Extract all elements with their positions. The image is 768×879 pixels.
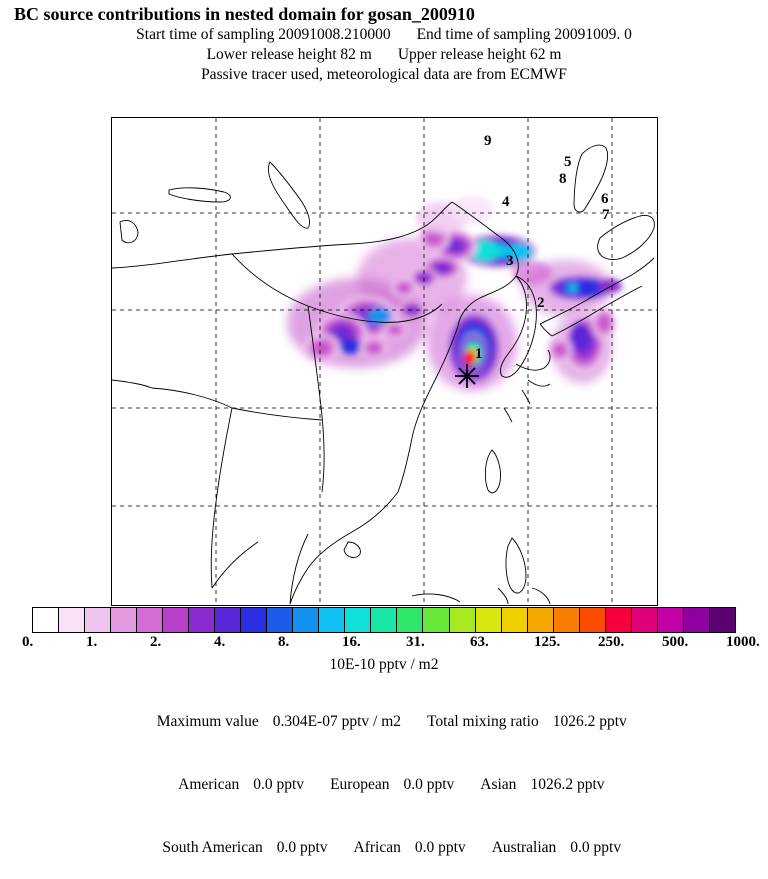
sampling-time-line xyxy=(0,25,768,45)
colorbar-tick-label: 8. xyxy=(278,634,290,650)
south-american-label: South American xyxy=(162,839,263,856)
colorbar-cell xyxy=(241,608,267,632)
map-marker-9: 9 xyxy=(484,133,492,149)
colorbar-cell xyxy=(632,608,658,632)
european-label: European xyxy=(330,776,390,793)
colorbar-ticks xyxy=(18,634,758,654)
colorbar-cell xyxy=(215,608,241,632)
colorbar-cell xyxy=(580,608,606,632)
max-value-value: 0.304E-07 pptv / m2 xyxy=(272,713,402,730)
colorbar-tick-label: 0. xyxy=(22,634,34,650)
end-time-text: End time of sampling 20091009. 0 xyxy=(416,26,632,43)
colorbar-tick-label: 4. xyxy=(214,634,226,650)
colorbar-tick-label: 2. xyxy=(150,634,162,650)
map-plot xyxy=(112,118,657,605)
map-marker-7: 7 xyxy=(602,207,610,223)
lower-release-height-text: Lower release height 82 m xyxy=(206,46,372,63)
colorbar-cell xyxy=(554,608,580,632)
colorbar-cell xyxy=(423,608,449,632)
colorbar-tick-label: 500. xyxy=(662,634,689,650)
colorbar-tick-label: 63. xyxy=(470,634,489,650)
colorbar-cell xyxy=(111,608,137,632)
colorbar-cell xyxy=(267,608,293,632)
map-marker-1: 1 xyxy=(475,346,483,362)
colorbar xyxy=(32,607,736,633)
colorbar-cell xyxy=(319,608,345,632)
colorbar-cell xyxy=(710,608,735,632)
colorbar-tick-label: 1000. xyxy=(726,634,760,650)
south-american-value: 0.0 pptv xyxy=(276,839,328,856)
tracer-info-line: Passive tracer used, meteorological data are from ECMWF xyxy=(201,66,567,83)
american-value: 0.0 pptv xyxy=(253,776,305,793)
map-panel[interactable] xyxy=(111,117,658,606)
colorbar-cell xyxy=(163,608,189,632)
colorbar-cell xyxy=(293,608,319,632)
page-title: BC source contributions in nested domain for gosan_200910 xyxy=(14,4,475,24)
european-value: 0.0 pptv xyxy=(403,776,455,793)
total-mixing-ratio-value: 1026.2 pptv xyxy=(552,713,627,730)
map-marker-2: 2 xyxy=(537,295,545,311)
colorbar-tick-label: 125. xyxy=(534,634,561,650)
australian-value: 0.0 pptv xyxy=(570,839,622,856)
colorbar-tick-label: 250. xyxy=(598,634,625,650)
max-value-label: Maximum value xyxy=(156,713,259,730)
map-marker-8: 8 xyxy=(559,171,567,187)
colorbar-tick-label: 31. xyxy=(406,634,425,650)
colorbar-cell xyxy=(137,608,163,632)
australian-label: Australian xyxy=(491,839,557,856)
map-marker-6: 6 xyxy=(601,191,609,207)
colorbar-cell xyxy=(684,608,710,632)
start-time-text: Start time of sampling 20091008.210000 xyxy=(136,26,391,43)
colorbar-cell xyxy=(397,608,423,632)
summary-row-max xyxy=(0,690,768,753)
african-value: 0.0 pptv xyxy=(414,839,466,856)
colorbar-cell xyxy=(85,608,111,632)
release-height-line xyxy=(0,45,768,65)
map-marker-3: 3 xyxy=(506,253,514,269)
map-marker-5: 5 xyxy=(564,154,572,170)
summary-row-2 xyxy=(0,816,768,879)
upper-release-height-text: Upper release height 62 m xyxy=(397,46,562,63)
colorbar-unit-label: 10E-10 pptv / m2 xyxy=(329,656,439,673)
colorbar-cell xyxy=(371,608,397,632)
total-mixing-ratio-label: Total mixing ratio xyxy=(427,713,539,730)
summary-row-1 xyxy=(0,753,768,816)
colorbar-cell xyxy=(502,608,528,632)
american-label: American xyxy=(178,776,240,793)
african-label: African xyxy=(353,839,401,856)
colorbar-tick-label: 16. xyxy=(342,634,361,650)
colorbar-cell xyxy=(658,608,684,632)
colorbar-cell xyxy=(606,608,632,632)
summary-footer xyxy=(0,690,768,879)
asian-value: 1026.2 pptv xyxy=(530,776,605,793)
colorbar-cell xyxy=(528,608,554,632)
colorbar-cell xyxy=(450,608,476,632)
map-marker-4: 4 xyxy=(502,194,510,210)
colorbar-cell xyxy=(476,608,502,632)
colorbar-cell xyxy=(189,608,215,632)
colorbar-cell xyxy=(33,608,59,632)
asian-label: Asian xyxy=(480,776,517,793)
colorbar-cell xyxy=(59,608,85,632)
colorbar-tick-label: 1. xyxy=(86,634,98,650)
colorbar-cell xyxy=(345,608,371,632)
